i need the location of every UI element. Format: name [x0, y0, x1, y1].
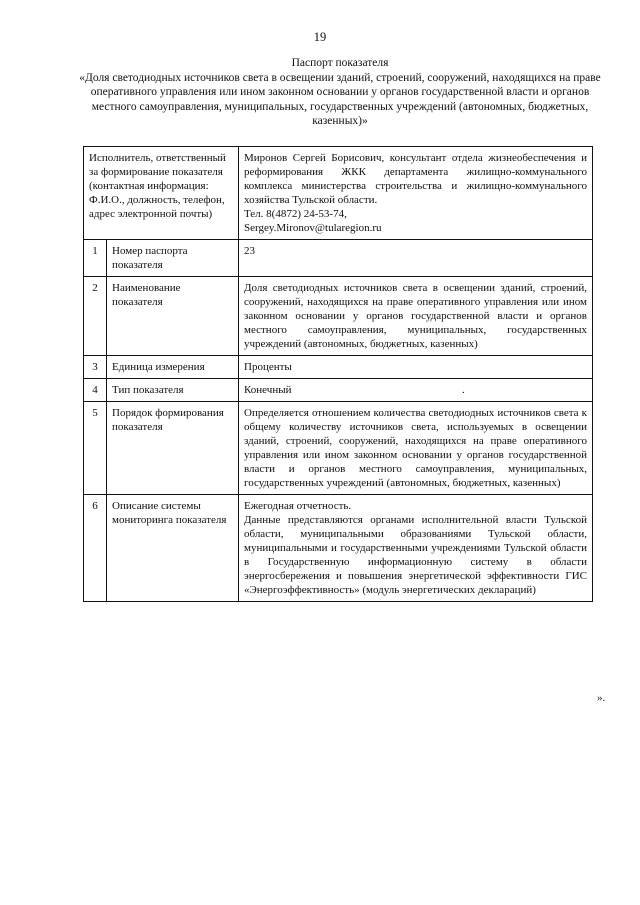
- row-name: Единица измерения: [107, 356, 239, 379]
- row-number: 2: [84, 277, 107, 356]
- row-name: Тип показателя: [107, 379, 239, 402]
- row-value: 23: [239, 240, 593, 277]
- row-value: Определяется отношением количества светодиодных источников света к общему количеству источников света, используемых в освещении зданий, строений, сооружений, находящихся на праве оперативного управления или ином законном основании у органов государственной власти и органов местного самоуправления, муниципальных, государственных учреждений (автономных, бюджетных, казенных): [239, 402, 593, 495]
- table-row: [84, 277, 593, 356]
- row-value: Конечный: [239, 379, 593, 402]
- row-number: 5: [84, 402, 107, 495]
- row-number: 4: [84, 379, 107, 402]
- table-row: [84, 240, 593, 277]
- row-name: Наименование показателя: [107, 277, 239, 356]
- row-name: Описание системы мониторинга показателя: [107, 495, 239, 602]
- row-name: Порядок формирования показателя: [107, 402, 239, 495]
- row-value: Проценты: [239, 356, 593, 379]
- row-number: 1: [84, 240, 107, 277]
- row-value: Доля светодиодных источников света в освещении зданий, строений, сооружений, находящихся на праве оперативного управления или ином законном основании у органов государственной власти и органов местного самоуправления, муниципальных, государственных учреждений (автономных, бюджетных, казенных): [239, 277, 593, 356]
- table-row: [84, 379, 593, 402]
- row-number: 6: [84, 495, 107, 602]
- row-value-text: Данные представляются органами исполнительной власти Тульской области, муниципальными образованиями Тульской области, муниципальными и государственными учреждениями Тульской области в Государственную информационную систему в области энергосбережения и повышения энергетической эффективности ГИС «Энергоэффективность» (модуль энергетических деклараций): [244, 514, 587, 596]
- executor-person: Миронов Сергей Борисович, консультант отдела жизнеобеспечения и реформирования ЖКК департамента жилищно-коммунального комплекса министерства строительства и жилищно-коммунального хозяйства Тульской области.: [244, 152, 587, 206]
- stray-dot: .: [462, 384, 465, 396]
- document-heading: [70, 56, 610, 129]
- table-row: [84, 402, 593, 495]
- heading-text: Паспорт показателя: [291, 57, 389, 69]
- executor-phone: Тел. 8(4872) 24-53-74,: [244, 208, 347, 220]
- row-name: Номер паспорта показателя: [107, 240, 239, 277]
- executor-email: Sergey.Mironov@tularegion.ru: [244, 222, 382, 234]
- row-value: [239, 495, 593, 602]
- executor-row: [84, 147, 593, 240]
- row-value-first-line: Ежегодная отчетность.: [244, 500, 352, 512]
- table-row: [84, 495, 593, 602]
- executor-contact: [239, 147, 593, 240]
- indicator-title: «Доля светодиодных источников света в освещении зданий, строений, сооружений, находящихся на праве оперативного управления или ином законном основании у органов государственной власти и органов местного самоуправления, муниципальных, государственных учреждений (автономных, бюджетных, казенных)»: [79, 71, 601, 127]
- executor-label: Исполнитель, ответственный за формирование показателя (контактная информация: Ф.И.О., должность, телефон, адрес электронной почты): [84, 147, 239, 240]
- row-number: 3: [84, 356, 107, 379]
- page-number: 19: [313, 30, 327, 44]
- indicator-passport-table: [83, 146, 593, 602]
- closing-quote: ».: [597, 692, 606, 704]
- table-row: [84, 356, 593, 379]
